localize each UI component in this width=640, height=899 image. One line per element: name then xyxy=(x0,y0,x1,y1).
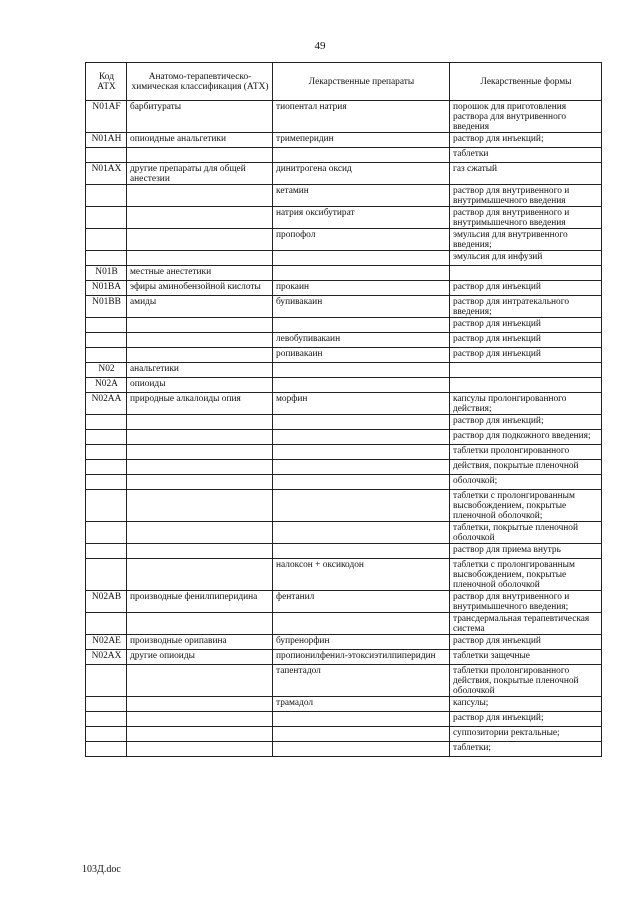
cell-code xyxy=(86,318,127,333)
table-row xyxy=(86,207,602,229)
cell-drug xyxy=(273,363,450,378)
cell-classification xyxy=(127,318,273,333)
cell-code xyxy=(86,460,127,475)
cell-code: N01B xyxy=(86,266,127,281)
header-forms: Лекарственные формы xyxy=(450,63,602,101)
table-row xyxy=(86,415,602,430)
cell-form: раствор для внутривенного и внутримышечного введения; xyxy=(450,591,602,613)
cell-code xyxy=(86,251,127,266)
cell-drug xyxy=(273,742,450,757)
cell-classification xyxy=(127,229,273,251)
cell-classification xyxy=(127,613,273,635)
cell-form: раствор для инъекций; xyxy=(450,133,602,148)
cell-drug xyxy=(273,460,450,475)
cell-classification: барбитураты xyxy=(127,101,273,133)
cell-drug xyxy=(273,613,450,635)
cell-classification xyxy=(127,348,273,363)
cell-form: раствор для внутривенного и внутримышечного введения xyxy=(450,185,602,207)
cell-classification xyxy=(127,559,273,591)
table-row xyxy=(86,665,602,697)
table-row xyxy=(86,101,602,133)
table-row xyxy=(86,251,602,266)
cell-classification xyxy=(127,522,273,544)
table-row xyxy=(86,490,602,522)
cell-drug: морфин xyxy=(273,393,450,415)
cell-form: раствор для инъекций; xyxy=(450,415,602,430)
cell-form xyxy=(450,378,602,393)
cell-form: таблетки пролонгированного xyxy=(450,445,602,460)
cell-code: N02AE xyxy=(86,635,127,650)
cell-classification xyxy=(127,544,273,559)
cell-code xyxy=(86,742,127,757)
cell-drug xyxy=(273,475,450,490)
cell-form xyxy=(450,363,602,378)
table-row xyxy=(86,318,602,333)
cell-form: капсулы; xyxy=(450,697,602,712)
cell-form: таблетки пролонгированного действия, покрытые пленочной оболочкой xyxy=(450,665,602,697)
cell-classification: амиды xyxy=(127,296,273,318)
cell-code: N02AB xyxy=(86,591,127,613)
cell-form: раствор для инъекций xyxy=(450,635,602,650)
cell-form: раствор для инъекций xyxy=(450,333,602,348)
cell-drug: трамадол xyxy=(273,697,450,712)
cell-classification: местные анестетики xyxy=(127,266,273,281)
cell-drug: натрия оксибутират xyxy=(273,207,450,229)
table-row xyxy=(86,635,602,650)
table-row xyxy=(86,544,602,559)
cell-code xyxy=(86,475,127,490)
cell-form: таблетки xyxy=(450,148,602,163)
cell-form: раствор для интратекального введения; xyxy=(450,296,602,318)
cell-form: трансдермальная терапевтическая система xyxy=(450,613,602,635)
cell-drug: бупивакаин xyxy=(273,296,450,318)
table-row xyxy=(86,229,602,251)
cell-form: действия, покрытые пленочной xyxy=(450,460,602,475)
table-row xyxy=(86,296,602,318)
table-row xyxy=(86,363,602,378)
cell-form: раствор для внутривенного и внутримышечного введения xyxy=(450,207,602,229)
cell-drug xyxy=(273,727,450,742)
cell-classification xyxy=(127,445,273,460)
cell-form: таблетки защечные xyxy=(450,650,602,665)
table-header-row xyxy=(86,63,602,101)
cell-classification xyxy=(127,185,273,207)
cell-form: раствор для инъекций xyxy=(450,318,602,333)
table-row xyxy=(86,266,602,281)
cell-drug xyxy=(273,544,450,559)
table-row xyxy=(86,475,602,490)
cell-classification: эфиры аминобензойной кислоты xyxy=(127,281,273,296)
table-row xyxy=(86,460,602,475)
cell-form: таблетки с пролонгированным высвобождением, покрытые пленочной оболочкой; xyxy=(450,490,602,522)
cell-drug xyxy=(273,148,450,163)
cell-code xyxy=(86,727,127,742)
cell-code: N01AX xyxy=(86,163,127,185)
table-row xyxy=(86,742,602,757)
cell-code xyxy=(86,348,127,363)
table-row xyxy=(86,163,602,185)
cell-code xyxy=(86,430,127,445)
cell-form: газ сжатый xyxy=(450,163,602,185)
cell-drug xyxy=(273,522,450,544)
cell-form: эмульсия для инфузий xyxy=(450,251,602,266)
cell-form: суппозитории ректальные; xyxy=(450,727,602,742)
cell-code xyxy=(86,613,127,635)
cell-classification: природные алкалоиды опия xyxy=(127,393,273,415)
cell-drug xyxy=(273,430,450,445)
cell-classification xyxy=(127,207,273,229)
cell-classification xyxy=(127,490,273,522)
table-row xyxy=(86,393,602,415)
table-row xyxy=(86,185,602,207)
cell-drug: фентанил xyxy=(273,591,450,613)
cell-drug xyxy=(273,712,450,727)
cell-classification xyxy=(127,665,273,697)
cell-form: таблетки с пролонгированным высвобождением, покрытые пленочной оболочкой xyxy=(450,559,602,591)
table-row xyxy=(86,445,602,460)
cell-form: таблетки, покрытые пленочной оболочкой xyxy=(450,522,602,544)
cell-drug: динитрогена оксид xyxy=(273,163,450,185)
cell-classification: анальгетики xyxy=(127,363,273,378)
cell-form: раствор для инъекций xyxy=(450,281,602,296)
cell-classification xyxy=(127,697,273,712)
cell-classification xyxy=(127,712,273,727)
cell-code xyxy=(86,415,127,430)
cell-drug xyxy=(273,445,450,460)
cell-code xyxy=(86,185,127,207)
cell-drug: тапентадол xyxy=(273,665,450,697)
table-row xyxy=(86,697,602,712)
cell-classification xyxy=(127,148,273,163)
cell-form xyxy=(450,266,602,281)
cell-classification: другие опиоиды xyxy=(127,650,273,665)
cell-code xyxy=(86,665,127,697)
cell-drug: бупренорфин xyxy=(273,635,450,650)
table-row xyxy=(86,148,602,163)
table-body xyxy=(86,101,602,757)
cell-drug: тиопентал натрия xyxy=(273,101,450,133)
table-row xyxy=(86,613,602,635)
cell-form: эмульсия для внутривенного введения; xyxy=(450,229,602,251)
table-row xyxy=(86,333,602,348)
cell-code: N01AF xyxy=(86,101,127,133)
drug-table xyxy=(85,62,602,757)
cell-code xyxy=(86,712,127,727)
table-row xyxy=(86,348,602,363)
cell-drug: левобупивакаин xyxy=(273,333,450,348)
cell-classification xyxy=(127,460,273,475)
table-row xyxy=(86,522,602,544)
cell-drug: пропионилфенил-этоксиэтилпиперидин xyxy=(273,650,450,665)
cell-code: N01BA xyxy=(86,281,127,296)
cell-classification: производные орипавина xyxy=(127,635,273,650)
cell-classification: другие препараты для общей анестезии xyxy=(127,163,273,185)
cell-code: N02A xyxy=(86,378,127,393)
cell-code: N01BB xyxy=(86,296,127,318)
table-row xyxy=(86,281,602,296)
cell-code xyxy=(86,148,127,163)
cell-code xyxy=(86,445,127,460)
cell-code xyxy=(86,522,127,544)
page-number: 49 xyxy=(314,40,326,52)
cell-drug: налоксон + оксикодон xyxy=(273,559,450,591)
cell-code: N01AH xyxy=(86,133,127,148)
cell-drug xyxy=(273,415,450,430)
table-row xyxy=(86,591,602,613)
cell-code xyxy=(86,544,127,559)
cell-classification: производные фенилпиперидина xyxy=(127,591,273,613)
cell-drug: тримеперидин xyxy=(273,133,450,148)
table-row xyxy=(86,650,602,665)
table-row xyxy=(86,559,602,591)
cell-code xyxy=(86,207,127,229)
cell-drug: ропивакаин xyxy=(273,348,450,363)
cell-form: раствор для инъекций xyxy=(450,348,602,363)
cell-drug xyxy=(273,318,450,333)
table-row xyxy=(86,727,602,742)
cell-classification xyxy=(127,430,273,445)
cell-code: N02AX xyxy=(86,650,127,665)
cell-drug xyxy=(273,251,450,266)
cell-classification: опиоидные анальгетики xyxy=(127,133,273,148)
cell-drug xyxy=(273,378,450,393)
cell-code xyxy=(86,229,127,251)
header-classification: Анатомо-терапевтическо-химическая классификация (АТХ) xyxy=(127,63,273,101)
cell-form: раствор для приема внутрь xyxy=(450,544,602,559)
cell-form: раствор для подкожного введения; xyxy=(450,430,602,445)
cell-drug xyxy=(273,266,450,281)
cell-form: таблетки; xyxy=(450,742,602,757)
cell-classification xyxy=(127,333,273,348)
cell-form: порошок для приготовления раствора для внутривенного введения xyxy=(450,101,602,133)
cell-classification: опиоиды xyxy=(127,378,273,393)
table-row xyxy=(86,378,602,393)
cell-code xyxy=(86,333,127,348)
header-drugs: Лекарственные препараты xyxy=(273,63,450,101)
cell-classification xyxy=(127,415,273,430)
cell-code xyxy=(86,559,127,591)
header-code: Код АТХ xyxy=(86,63,127,101)
cell-form: оболочкой; xyxy=(450,475,602,490)
table-row xyxy=(86,712,602,727)
table-row xyxy=(86,430,602,445)
cell-classification xyxy=(127,727,273,742)
cell-code xyxy=(86,490,127,522)
cell-form: раствор для инъекций; xyxy=(450,712,602,727)
cell-drug: кетамин xyxy=(273,185,450,207)
cell-classification xyxy=(127,742,273,757)
cell-classification xyxy=(127,475,273,490)
cell-code: N02 xyxy=(86,363,127,378)
cell-classification xyxy=(127,251,273,266)
cell-drug: прокаин xyxy=(273,281,450,296)
cell-drug xyxy=(273,490,450,522)
cell-code xyxy=(86,697,127,712)
cell-form: капсулы пролонгированного действия; xyxy=(450,393,602,415)
cell-code: N02AA xyxy=(86,393,127,415)
cell-drug: пропофол xyxy=(273,229,450,251)
table-row xyxy=(86,133,602,148)
footer-filename: 103Д.doc xyxy=(82,864,121,875)
